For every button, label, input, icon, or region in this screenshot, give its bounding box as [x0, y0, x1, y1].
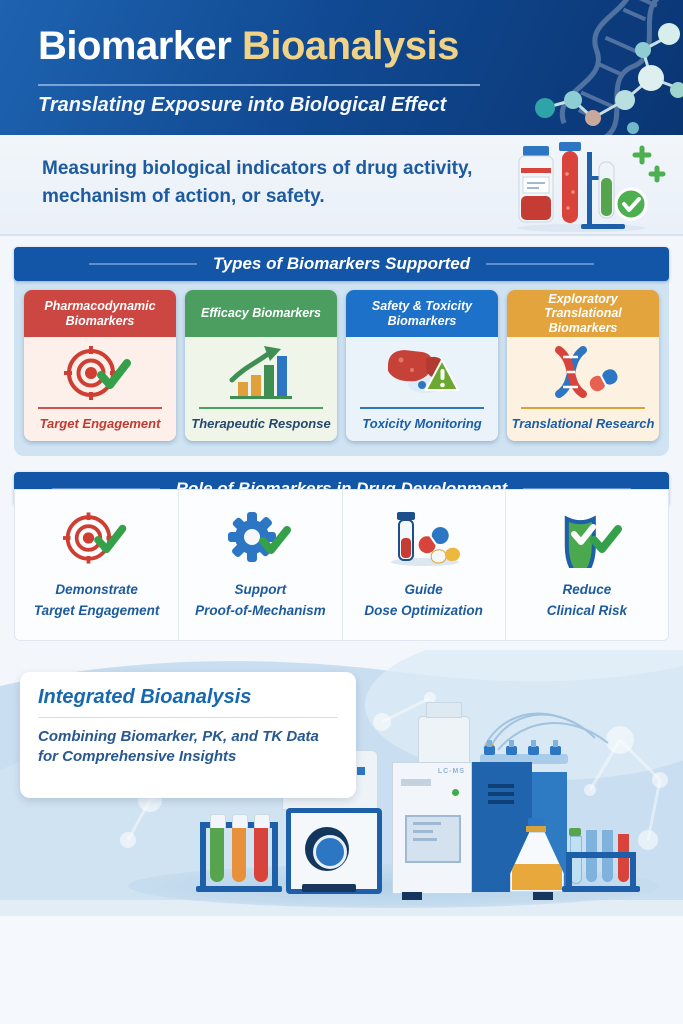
role-panel [14, 489, 669, 641]
target-check-icon [62, 502, 132, 574]
title-word-bioanalysis: Bioanalysis [242, 24, 459, 68]
footer-space [0, 916, 683, 1024]
role-item-proof-of-mechanism: Support Proof-of-Mechanism [178, 490, 341, 640]
integrated-text: Combining Biomarker, PK, and TK Data for Comprehensive Insights [38, 728, 319, 766]
liver-warning-icon [384, 340, 460, 406]
red-test-tube-icon [559, 142, 581, 223]
card-efficacy: Efficacy Biomarkers Therapeutic Response [185, 290, 337, 441]
target-check-icon [63, 340, 137, 406]
intro-band [0, 135, 683, 236]
growth-chart-icon [226, 340, 296, 406]
sample-rack-icon [568, 826, 634, 892]
shield-check-icon [550, 502, 624, 574]
dna-helix-decoration [473, 0, 683, 135]
biomarker-cards-row [24, 290, 659, 441]
header-banner [0, 0, 683, 135]
intro-text: Measuring biological indicators of drug activity, mechanism of action, or safety. [42, 158, 473, 207]
check-circle-icon [616, 189, 646, 219]
title-underline [38, 84, 480, 86]
page-title [38, 24, 459, 69]
role-item-clinical-risk: Reduce Clinical Risk [505, 490, 668, 640]
lens-icon [305, 827, 349, 871]
gear-check-icon [225, 502, 295, 574]
page-subtitle: Translating Exposure into Biological Effect [38, 94, 447, 116]
green-test-tube-icon [599, 162, 614, 218]
types-section-title: Types of Biomarkers Supported [212, 254, 471, 273]
card-exploratory-translational: Exploratory Translational Biomarkers Translational Research [507, 290, 659, 441]
dna-pill-icon [545, 340, 621, 406]
integrated-title: Integrated Bioanalysis [38, 686, 252, 708]
integrated-bioanalysis-section [0, 650, 683, 1024]
instrument-model-label: LC-MS [437, 768, 465, 775]
lab-samples-illustration [511, 140, 669, 232]
role-item-dose-optimization: Guide Dose Optimization [342, 490, 505, 640]
card-safety-toxicity: Safety & Toxicity Biomarkers Toxicity Monitoring [346, 290, 498, 441]
types-section-header [14, 247, 669, 281]
divider [38, 717, 338, 718]
instrument-display [405, 815, 461, 863]
status-led [452, 789, 459, 796]
integrated-bioanalysis-card [20, 672, 356, 798]
sparkle-icons [635, 148, 663, 180]
instrument-button [357, 767, 365, 775]
flask-icon [510, 818, 562, 892]
reagent-bottle-icon [519, 146, 553, 222]
role-item-target-engagement: Demonstrate Target Engagement [15, 490, 178, 640]
vial-capsule-icon [385, 502, 463, 574]
test-tube-rack-icon [200, 814, 278, 892]
card-pharmacodynamic: Pharmacodynamic Biomarkers Target Engagement [24, 290, 176, 441]
title-word-biomarker: Biomarker [38, 24, 232, 68]
